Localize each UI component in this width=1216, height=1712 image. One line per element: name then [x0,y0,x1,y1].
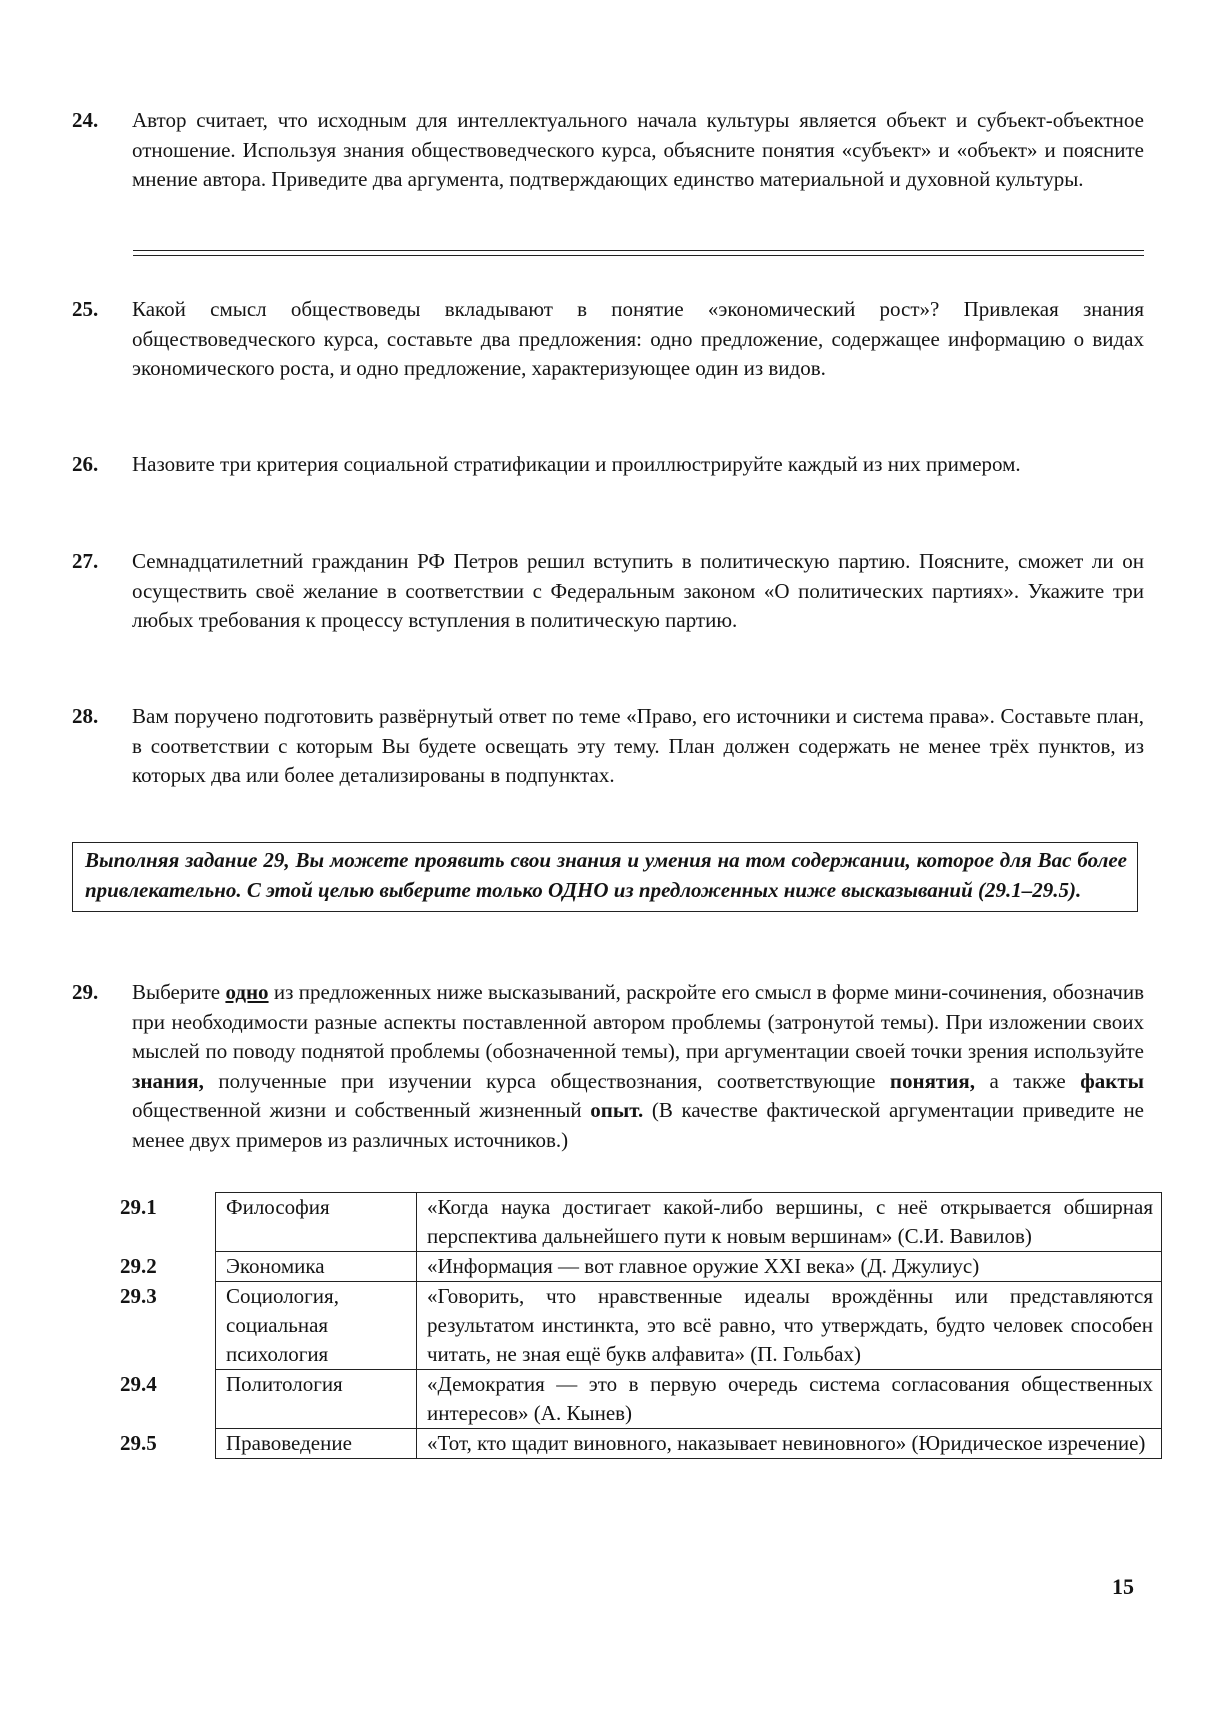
answer-line [133,255,1144,256]
text-fragment: общественной жизни и собственный жизненный [132,1098,582,1122]
text-fragment: из предложенных ниже высказываний, раскройте его смысл в форме мини-сочинения, обозначив при необходимости разные аспекты поставленной автором проблемы (затронутой темы). При изложении своих мыслей по поводу поднятой проблемы (обозначенной темы), при аргументации своей точки зрения используйте [132,980,1145,1063]
task-29-notice: Выполняя задание 29, Вы можете проявить свои знания и умения на том содержании, которое для Вас более привлекательно. С этой целью выберите только ОДНО из предложенных ниже высказываний (29.1–29.5). [72,842,1138,912]
variant-quote: «Демократия — это в первую очередь система согласования общественных интересов» (А. Кынев) [417,1370,1162,1429]
task-28 [72,702,1144,791]
table-row [120,1193,1162,1252]
emphasis-one: одно [225,980,269,1004]
task-number: 29. [72,980,99,1004]
table-row [120,1370,1162,1429]
table-row [120,1282,1162,1370]
task-number: 26. [72,452,99,476]
keyword-experience: опыт. [590,1098,644,1122]
text-fragment: а также [989,1068,1066,1093]
variant-id: 29.1 [120,1194,157,1219]
variant-quote: «Тот, кто щадит виновного, наказывает невиновного» (Юридическое изречение) [417,1429,1162,1459]
variant-subject: Социология, социальная психология [216,1282,417,1370]
variant-quote: «Говорить, что нравственные идеалы врождённы или представляются результатом инстинкта, это всё равно, что утверждать, будто человек способен читать, не зная ещё букв алфавита» (П. Гольбах) [417,1282,1162,1370]
keyword-knowledge: знания, [132,1068,204,1093]
table-row [120,1252,1162,1282]
task-text [132,978,1144,1155]
variant-subject: Философия [216,1193,417,1252]
variant-subject: Правоведение [216,1429,417,1459]
task-text: Вам поручено подготовить развёрнутый ответ по теме «Право, его источники и система права». Составьте план, в соответствии с которым Вы будете освещать эту тему. План должен содержать не менее трёх пунктов, из которых два или более детализированы в подпунктах. [132,704,1144,787]
task-27 [72,547,1144,636]
answer-line [133,250,1144,251]
task-24 [72,106,1144,195]
variant-id: 29.3 [120,1283,157,1308]
task-text: Назовите три критерия социальной стратификации и проиллюстрируйте каждый из них примером. [132,452,1021,476]
variant-quote: «Информация — вот главное оружие XXI века» (Д. Джулиус) [417,1252,1162,1282]
task-text: Какой смысл обществоведы вкладывают в понятие «экономический рост»? Привлекая знания обществоведческого курса, составьте два предложения: одно предложение, содержащее информацию о видах экономического роста, и одно предложение, характеризующее один из видов. [132,297,1144,380]
table-row [120,1429,1162,1459]
task-number: 27. [72,549,99,573]
task-number: 24. [72,108,99,132]
text-fragment: полученные при изучении курса обществознания, соответствующие [218,1068,876,1093]
keyword-concepts: понятия, [889,1068,975,1093]
text-fragment: (В качестве фактической аргументации приведите не менее двух примеров из различных источников.) [132,1098,1144,1152]
quotes-table [120,1192,1162,1459]
variant-quote: «Когда наука достигает какой-либо вершины, с неё открывается обширная перспектива дальнейшего пути к новым вершинам» (С.И. Вавилов) [417,1193,1162,1252]
variant-id: 29.2 [120,1253,157,1278]
task-26 [72,450,1144,480]
task-number: 28. [72,704,99,728]
task-25 [72,295,1144,384]
variant-id: 29.4 [120,1371,157,1396]
page-number: 15 [1112,1574,1134,1599]
variant-subject: Экономика [216,1252,417,1282]
variant-subject: Политология [216,1370,417,1429]
task-29 [72,978,1144,1155]
text-fragment: Выберите [132,980,221,1004]
keyword-facts: факты [1080,1068,1145,1093]
variant-id: 29.5 [120,1430,157,1455]
task-text: Семнадцатилетний гражданин РФ Петров решил вступить в политическую партию. Поясните, сможет ли он осуществить своё желание в соответствии с Федеральным законом «О политических партиях». Укажите три любых требования к процессу вступления в политическую партию. [132,549,1144,632]
task-text: Автор считает, что исходным для интеллектуального начала культуры является объект и субъект-объектное отношение. Используя знания обществоведческого курса, объясните понятия «субъект» и «объект» и поясните мнение автора. Приведите два аргумента, подтверждающих единство материальной и духовной культуры. [132,108,1144,191]
task-number: 25. [72,297,99,321]
